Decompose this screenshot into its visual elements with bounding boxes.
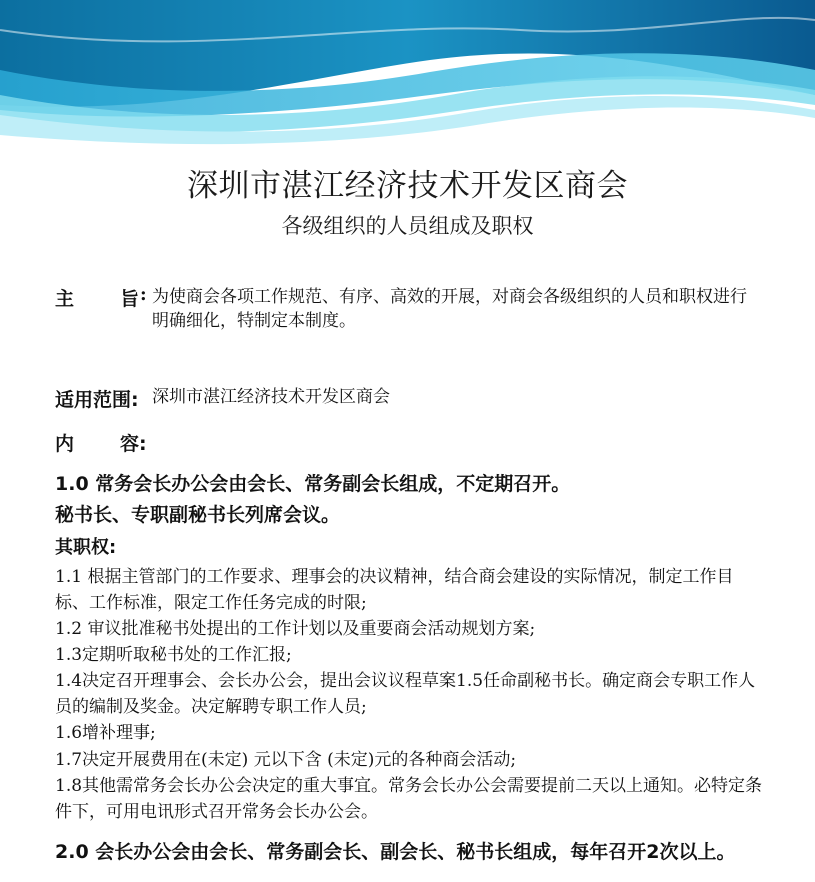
section-1-heading-line1: 1.0 常务会长办公会由会长、常务副会长组成，不定期召开。 bbox=[55, 473, 571, 495]
header-wave-banner bbox=[0, 0, 815, 150]
list-item-1-7: 1.7决定开展费用在(未定) 元以下含 (未定)元的各种商会活动; bbox=[55, 750, 517, 770]
wave-graphic bbox=[0, 0, 815, 150]
purpose-label-second: 旨 bbox=[120, 288, 140, 310]
content-label-second: 容: bbox=[120, 433, 147, 455]
content-label-first: 内 bbox=[55, 433, 75, 455]
list-item-1-1: 1.1 根据主管部门的工作要求、理事会的决议精神，结合商会建设的实际情况，制定工作目标、工作标准，限定工作任务完成的时限; bbox=[55, 567, 734, 613]
list-item-1-8: 1.8其他需常务会长办公会决定的重大事宜。常务会长办公会需要提前二天以上通知。必特定条件下，可用电讯形式召开常务会长办公会。 bbox=[55, 776, 763, 822]
powers-label: 其职权: bbox=[55, 537, 117, 558]
purpose-colon: : bbox=[140, 284, 147, 305]
list-item-1-2: 1.2 审议批准秘书处提出的工作计划以及重要商会活动规划方案; bbox=[55, 619, 536, 639]
scope-text: 深圳市湛江经济技术开发区商会 bbox=[152, 387, 390, 407]
list-item-1-4: 1.4决定召开理事会、会长办公会，提出会议议程草案1.5任命副秘书长。确定商会专职工作人员的编制及奖金。决定解聘专职工作人员; bbox=[55, 671, 756, 717]
scope-label: 适用范围: bbox=[55, 389, 139, 411]
purpose-label-first: 主 bbox=[55, 288, 75, 310]
list-item-1-3: 1.3定期听取秘书处的工作汇报; bbox=[55, 645, 292, 665]
purpose-text: 为使商会各项工作规范、有序、高效的开展，对商会各级组织的人员和职权进行明确细化，特制定本制度。 bbox=[152, 287, 747, 331]
document-subtitle: 各级组织的人员组成及职权 bbox=[281, 214, 534, 238]
section-2-heading: 2.0 会长办公会由会长、常务副会长、副会长、秘书长组成，每年召开2次以上。 bbox=[55, 841, 736, 863]
document-title: 深圳市湛江经济技术开发区商会 bbox=[187, 168, 628, 204]
section-1-heading-line2: 秘书长、专职副秘书长列席会议。 bbox=[55, 504, 341, 526]
list-item-1-6: 1.6增补理事; bbox=[55, 723, 156, 743]
